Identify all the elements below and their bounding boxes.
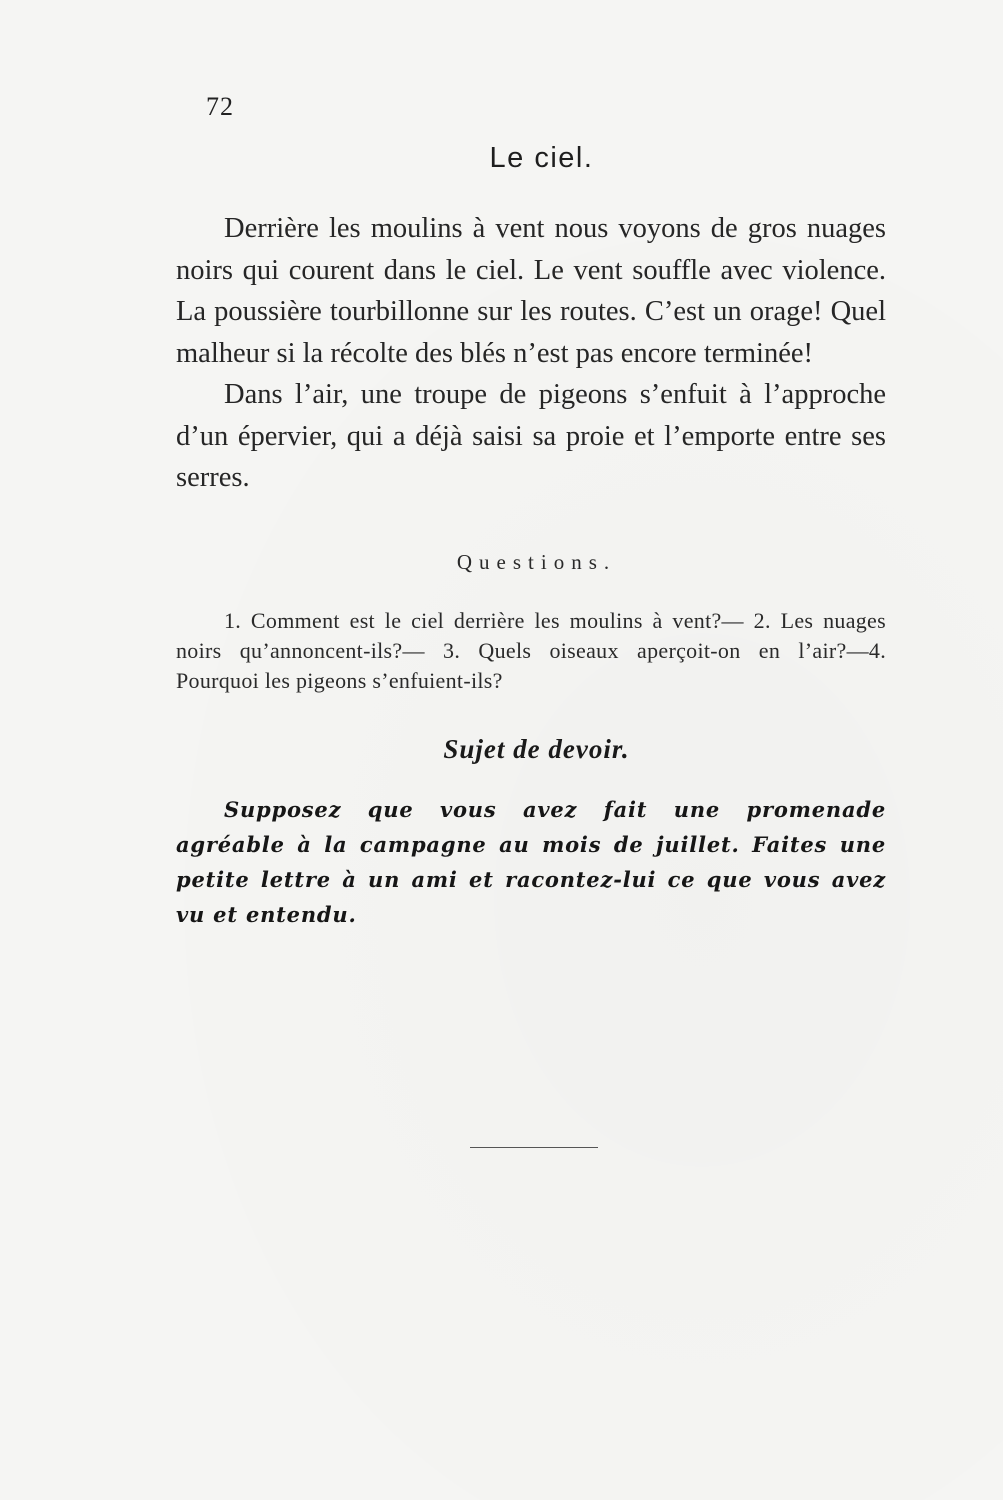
section-title: Le ciel. — [489, 142, 594, 174]
paragraph: Derrière les moulins à vent nous voyons de gros nuages noirs qui courent dans le ciel. Le vent souffle avec violence. La poussière tourbillonne sur les routes. C’est un orage! Quel malheur si la récolte des blés n’est pas encore terminée! — [176, 213, 886, 369]
paragraph: Dans l’air, une troupe de pigeons s’enfuit à l’approche d’un épervier, qui a déjà saisi sa proie et l’emporte entre ses serres. — [176, 379, 886, 493]
homework-text: Supposez que vous avez fait une promenade agréable à la campagne au mois de juillet. Faites une petite lettre à un ami et racontez-lui ce que vous avez vu et entendu. — [176, 797, 886, 927]
reading-text — [176, 208, 886, 499]
page-number: 72 — [206, 92, 234, 121]
questions-block — [176, 606, 886, 696]
separator-rule — [470, 1147, 598, 1148]
homework-block — [176, 792, 886, 932]
questions-text: 1. Comment est le ciel derrière les moulins à vent?— 2. Les nuages noirs qu’annoncent-ils?— 3. Quels oiseaux aperçoit-on en l’air?—4. Pourquoi les pigeons s’enfuient-ils? — [176, 608, 886, 693]
homework-heading: Sujet de devoir. — [443, 734, 630, 764]
questions-heading: Questions. — [456, 550, 617, 574]
